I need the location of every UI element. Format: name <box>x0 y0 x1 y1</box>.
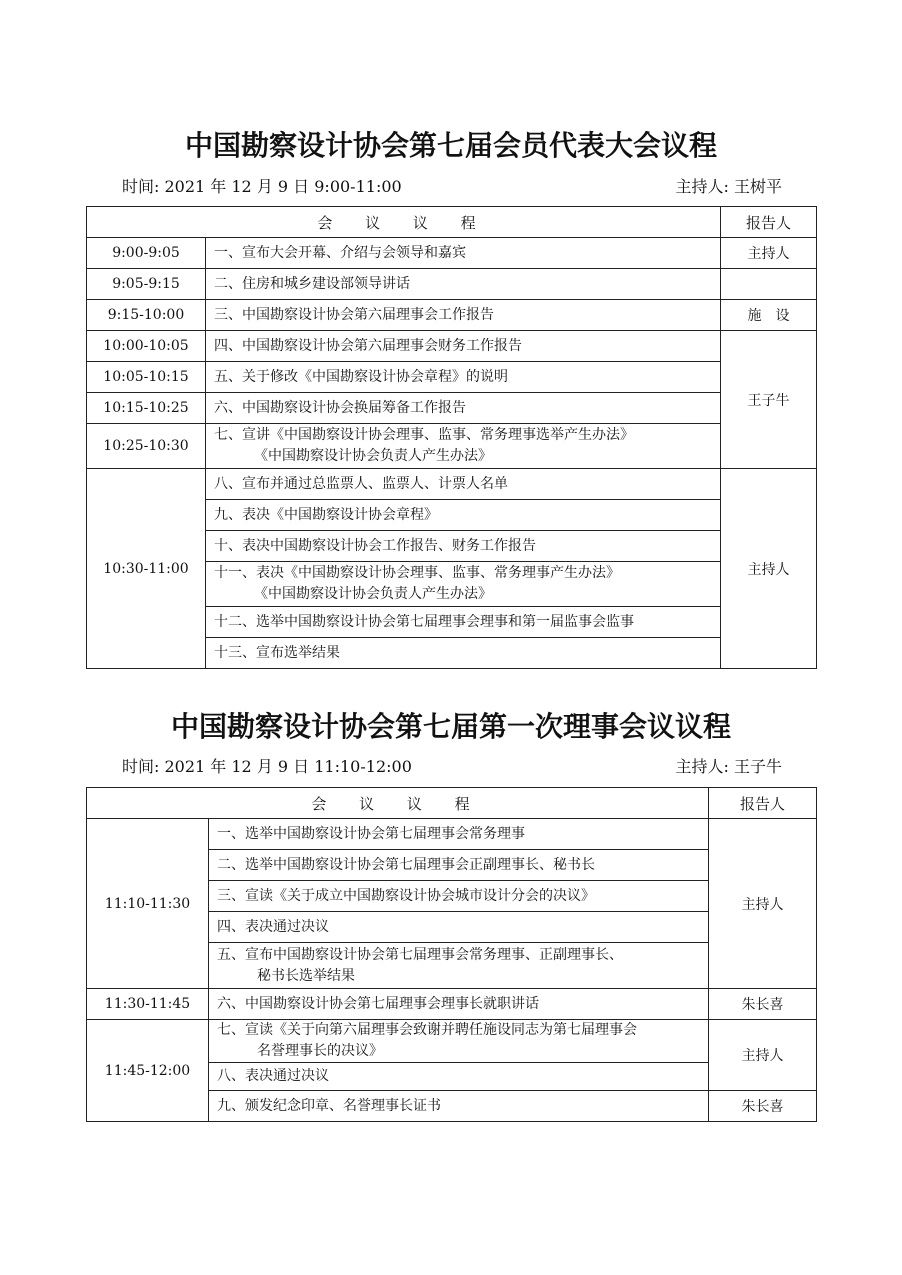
agenda-item: 十、表决中国勘察设计协会工作报告、财务工作报告 <box>206 531 721 562</box>
agenda-item: 八、表决通过决议 <box>209 1063 709 1091</box>
agenda-item-line: 七、宣讲《中国勘察设计协会理事、监事、常务理事选举产生办法》 <box>214 427 634 443</box>
table-row <box>87 469 817 500</box>
table-header-row <box>87 207 817 238</box>
table-header-row <box>87 788 817 819</box>
table-row <box>87 989 817 1020</box>
table-row <box>87 238 817 269</box>
agenda-item-line: 《中国勘察设计协会负责人产生办法》 <box>254 586 492 602</box>
agenda-item: 三、中国勘察设计协会第六届理事会工作报告 <box>206 300 721 331</box>
agenda-item: 二、选举中国勘察设计协会第七届理事会正副理事长、秘书长 <box>209 850 709 881</box>
meeting1-agenda-table <box>86 206 817 669</box>
time-cell: 10:05-10:15 <box>87 362 206 393</box>
agenda-item-line: 七、宣读《关于向第六届理事会致谢并聘任施设同志为第七届理事会 <box>217 1022 637 1038</box>
time-cell: 10:30-11:00 <box>87 469 206 669</box>
table-row <box>87 424 817 469</box>
reporter-cell: 主持人 <box>709 1020 817 1091</box>
agenda-item-line: 名誉理事长的决议》 <box>257 1043 383 1059</box>
time-cell: 9:05-9:15 <box>87 269 206 300</box>
reporter-header: 报告人 <box>721 207 817 238</box>
reporter-cell: 主持人 <box>721 469 817 669</box>
agenda-item-line: 秘书长选举结果 <box>257 967 355 984</box>
agenda-item: 九、颁发纪念印章、名誉理事长证书 <box>209 1091 709 1122</box>
meeting1-host: 主持人: 王树平 <box>675 177 782 196</box>
agenda-item: 十三、宣布选举结果 <box>206 638 721 669</box>
agenda-item <box>206 424 721 469</box>
time-cell: 11:10-11:30 <box>87 819 209 989</box>
reporter-cell <box>721 269 817 300</box>
agenda-header: 会 议 议 程 <box>87 788 709 819</box>
agenda-item <box>206 562 721 607</box>
agenda-item-line: 十一、表决《中国勘察设计协会理事、监事、常务理事产生办法》 <box>214 565 620 581</box>
agenda-item: 九、表决《中国勘察设计协会章程》 <box>206 500 721 531</box>
meeting1-title: 中国勘察设计协会第七届会员代表大会议程 <box>184 129 717 162</box>
agenda-item: 六、中国勘察设计协会第七届理事会理事长就职讲话 <box>209 989 709 1020</box>
meeting2-agenda-table <box>86 787 817 1122</box>
time-cell: 9:15-10:00 <box>87 300 206 331</box>
time-cell: 9:00-9:05 <box>87 238 206 269</box>
table-row <box>87 362 817 393</box>
meeting2-title: 中国勘察设计协会第七届第一次理事会议议程 <box>170 710 731 743</box>
meeting2-time: 时间: 2021 年 12 月 9 日 11:10-12:00 <box>122 757 412 776</box>
table-row <box>87 1020 817 1063</box>
agenda-item-line: 五、宣布中国勘察设计协会第七届理事会常务理事、正副理事长、 <box>217 946 623 963</box>
time-cell: 11:45-12:00 <box>87 1020 209 1122</box>
time-cell: 10:15-10:25 <box>87 393 206 424</box>
agenda-item: 一、宣布大会开幕、介绍与会领导和嘉宾 <box>206 238 721 269</box>
table-row <box>87 300 817 331</box>
reporter-cell: 朱长喜 <box>709 989 817 1020</box>
agenda-item <box>209 943 709 989</box>
agenda-item: 八、宣布并通过总监票人、监票人、计票人名单 <box>206 469 721 500</box>
agenda-item: 四、表决通过决议 <box>209 912 709 943</box>
agenda-item: 六、中国勘察设计协会换届筹备工作报告 <box>206 393 721 424</box>
agenda-header: 会 议 议 程 <box>87 207 721 238</box>
agenda-item: 二、住房和城乡建设部领导讲话 <box>206 269 721 300</box>
reporter-cell: 王子牛 <box>721 331 817 469</box>
agenda-item: 十二、选举中国勘察设计协会第七届理事会理事和第一届监事会监事 <box>206 607 721 638</box>
agenda-item: 三、宣读《关于成立中国勘察设计协会城市设计分会的决议》 <box>209 881 709 912</box>
agenda-item-line: 《中国勘察设计协会负责人产生办法》 <box>254 448 492 464</box>
time-cell: 10:00-10:05 <box>87 331 206 362</box>
agenda-item <box>209 1020 709 1063</box>
meeting1-time: 时间: 2021 年 12 月 9 日 9:00-11:00 <box>122 177 402 196</box>
reporter-cell: 朱长喜 <box>709 1091 817 1122</box>
table-row <box>87 269 817 300</box>
time-cell: 11:30-11:45 <box>87 989 209 1020</box>
reporter-cell: 施 设 <box>721 300 817 331</box>
table-row <box>87 819 817 850</box>
reporter-cell: 主持人 <box>721 238 817 269</box>
reporter-header: 报告人 <box>709 788 817 819</box>
agenda-item: 四、中国勘察设计协会第六届理事会财务工作报告 <box>206 331 721 362</box>
meeting2-host: 主持人: 王子牛 <box>675 757 782 776</box>
table-row <box>87 331 817 362</box>
table-row <box>87 393 817 424</box>
agenda-item: 一、选举中国勘察设计协会第七届理事会常务理事 <box>209 819 709 850</box>
time-cell: 10:25-10:30 <box>87 424 206 469</box>
agenda-item: 五、关于修改《中国勘察设计协会章程》的说明 <box>206 362 721 393</box>
reporter-cell: 主持人 <box>709 819 817 989</box>
